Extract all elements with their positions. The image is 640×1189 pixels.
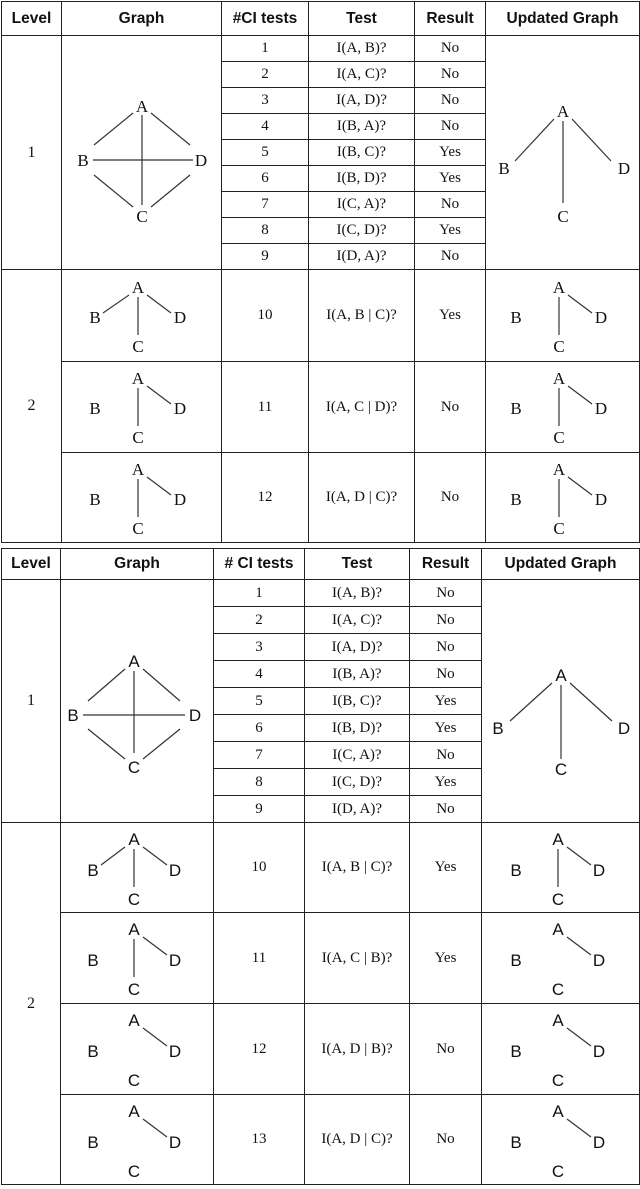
- updated-graph-diagram: [484, 621, 638, 781]
- updated-graph-cell: [482, 580, 640, 823]
- ci-test-number: 10: [222, 270, 309, 362]
- header-updated-graph: Updated Graph: [482, 549, 640, 580]
- header-level: Level: [2, 549, 61, 580]
- ci-test-number: 12: [222, 453, 309, 543]
- graph-cell: [61, 1004, 214, 1095]
- ci-test-number: 7: [222, 192, 309, 218]
- ci-test-result: Yes: [410, 715, 482, 742]
- node-a: A: [128, 1101, 140, 1121]
- ci-test-result: Yes: [415, 218, 486, 244]
- node-c: C: [131, 428, 144, 447]
- ci-test-result: No: [415, 362, 486, 453]
- node-a: A: [552, 277, 565, 297]
- graph-cell: [62, 36, 222, 270]
- level-label: 2: [2, 823, 61, 1185]
- node-a: A: [131, 369, 144, 388]
- table-row: [2, 270, 640, 362]
- ci-test-number: 6: [214, 715, 305, 742]
- node-a: A: [128, 1011, 140, 1030]
- table-row: [2, 362, 640, 453]
- node-b: B: [67, 706, 79, 725]
- node-b: B: [509, 1132, 522, 1152]
- node-b: B: [87, 860, 99, 880]
- header-level: Level: [2, 2, 62, 36]
- header-graph: Graph: [62, 2, 222, 36]
- level-label: 1: [2, 36, 62, 270]
- ci-test: I(A, B)?: [305, 580, 410, 607]
- node-c: C: [127, 758, 141, 777]
- ci-test: I(C, A)?: [309, 192, 415, 218]
- graph-cell: [61, 913, 214, 1004]
- graph-cell: [61, 580, 214, 823]
- graph-cell: [61, 1095, 214, 1185]
- level-label: 2: [2, 270, 62, 543]
- ci-test-result: No: [410, 796, 482, 823]
- updated-graph-cell: [486, 362, 640, 453]
- node-a: A: [552, 459, 565, 479]
- ci-test-number: 2: [214, 607, 305, 634]
- ci-test-number: 12: [214, 1004, 305, 1095]
- table-row: [2, 453, 640, 543]
- updated-graph-diagram: [488, 455, 638, 541]
- graph-diagram: [67, 273, 217, 359]
- header-graph: Graph: [61, 549, 214, 580]
- node-d: D: [194, 150, 207, 170]
- node-b: B: [509, 399, 522, 418]
- level-label: 1: [2, 580, 61, 823]
- node-a: A: [551, 829, 564, 849]
- ci-test: I(A, B | C)?: [309, 270, 415, 362]
- node-d: D: [592, 1132, 605, 1152]
- node-a: A: [556, 101, 569, 121]
- ci-test-number: 3: [214, 634, 305, 661]
- header-row: [2, 2, 640, 36]
- ci-test-result: No: [415, 114, 486, 140]
- ci-test-result: No: [410, 661, 482, 688]
- graph-diagram: [67, 455, 217, 541]
- node-a: A: [131, 459, 144, 479]
- node-a: A: [551, 920, 564, 939]
- node-c: C: [127, 980, 141, 999]
- updated-graph-diagram: [484, 915, 638, 1001]
- node-c: C: [127, 1161, 141, 1181]
- ci-test-result: Yes: [415, 270, 486, 362]
- node-b: B: [87, 1042, 99, 1061]
- ci-test: I(B, C)?: [309, 140, 415, 166]
- ci-test: I(C, A)?: [305, 742, 410, 769]
- ci-test-result: No: [410, 742, 482, 769]
- ci-test-result: Yes: [410, 688, 482, 715]
- ci-tests-table-1: [1, 1, 640, 543]
- updated-graph-cell: [486, 36, 640, 270]
- ci-test-result: No: [410, 634, 482, 661]
- node-b: B: [509, 489, 522, 509]
- ci-test: I(A, B)?: [309, 36, 415, 62]
- updated-graph-cell: [482, 823, 640, 913]
- node-d: D: [594, 489, 607, 509]
- node-a: A: [131, 277, 144, 297]
- node-b: B: [509, 951, 522, 970]
- complete-graph-diagram: [63, 621, 211, 781]
- ci-test: I(A, C)?: [305, 607, 410, 634]
- graph-cell: [62, 362, 222, 453]
- ci-test-number: 5: [214, 688, 305, 715]
- ci-test-result: Yes: [415, 166, 486, 192]
- ci-tests-table-2: [1, 548, 640, 1185]
- table-row: [2, 36, 640, 62]
- ci-test-number: 1: [222, 36, 309, 62]
- header-ci-tests: # CI tests: [214, 549, 305, 580]
- updated-graph-cell: [486, 453, 640, 543]
- node-b: B: [509, 860, 522, 880]
- graph-diagram: [63, 825, 211, 911]
- complete-graph-diagram: [67, 73, 217, 233]
- header-ci-tests: #CI tests: [222, 2, 309, 36]
- node-d: D: [168, 1132, 182, 1152]
- ci-test-number: 5: [222, 140, 309, 166]
- ci-test-number: 4: [214, 661, 305, 688]
- node-b: B: [491, 719, 504, 738]
- ci-test: I(A, D | C)?: [309, 453, 415, 543]
- node-a: A: [551, 1011, 564, 1030]
- graph-diagram: [63, 915, 211, 1001]
- node-c: C: [551, 1161, 564, 1181]
- node-a: A: [128, 920, 140, 939]
- graph-cell: [62, 453, 222, 543]
- ci-test-number: 8: [222, 218, 309, 244]
- ci-test-result: No: [410, 1004, 482, 1095]
- ci-test: I(C, D)?: [305, 769, 410, 796]
- ci-test: I(B, A)?: [309, 114, 415, 140]
- node-c: C: [552, 518, 565, 538]
- node-a: A: [552, 369, 565, 388]
- table-row: [2, 913, 640, 1004]
- node-d: D: [168, 1042, 182, 1061]
- ci-test-number: 11: [222, 362, 309, 453]
- updated-graph-diagram: [484, 1097, 638, 1183]
- table-row: [2, 1004, 640, 1095]
- updated-graph-diagram: [488, 73, 638, 233]
- ci-test: I(B, C)?: [305, 688, 410, 715]
- ci-test-number: 6: [222, 166, 309, 192]
- table-row: [2, 1095, 640, 1185]
- ci-test-number: 1: [214, 580, 305, 607]
- ci-test: I(A, D)?: [309, 88, 415, 114]
- ci-test: I(A, D | B)?: [305, 1004, 410, 1095]
- ci-test-number: 9: [214, 796, 305, 823]
- ci-test-result: No: [415, 62, 486, 88]
- node-c: C: [127, 889, 141, 909]
- ci-test: I(B, A)?: [305, 661, 410, 688]
- node-c: C: [551, 980, 564, 999]
- ci-test-result: No: [415, 244, 486, 270]
- node-c: C: [551, 889, 564, 909]
- node-c: C: [551, 1071, 564, 1090]
- updated-graph-diagram: [488, 273, 638, 359]
- ci-test-result: No: [410, 607, 482, 634]
- header-result: Result: [410, 549, 482, 580]
- node-d: D: [188, 706, 202, 725]
- updated-graph-diagram: [484, 1006, 638, 1092]
- ci-test-result: No: [415, 36, 486, 62]
- node-d: D: [594, 307, 607, 327]
- ci-test: I(D, A)?: [309, 244, 415, 270]
- node-b: B: [88, 489, 101, 509]
- ci-test: I(D, A)?: [305, 796, 410, 823]
- ci-test-number: 2: [222, 62, 309, 88]
- node-d: D: [592, 951, 605, 970]
- header-test: Test: [309, 2, 415, 36]
- table-row: [2, 580, 640, 607]
- node-d: D: [168, 860, 182, 880]
- ci-test: I(B, D)?: [309, 166, 415, 192]
- node-d: D: [594, 399, 607, 418]
- node-a: A: [128, 652, 140, 671]
- ci-test-result: No: [415, 192, 486, 218]
- ci-test: I(A, C | D)?: [309, 362, 415, 453]
- ci-test-result: No: [415, 88, 486, 114]
- updated-graph-cell: [482, 913, 640, 1004]
- node-c: C: [556, 206, 569, 226]
- graph-cell: [62, 270, 222, 362]
- ci-test: I(C, D)?: [309, 218, 415, 244]
- ci-test-number: 11: [214, 913, 305, 1004]
- header-test: Test: [305, 549, 410, 580]
- updated-graph-cell: [486, 270, 640, 362]
- node-b: B: [88, 307, 101, 327]
- node-a: A: [554, 666, 567, 685]
- node-a: A: [551, 1101, 564, 1121]
- graph-diagram: [67, 364, 217, 450]
- ci-test-number: 3: [222, 88, 309, 114]
- node-b: B: [497, 158, 510, 178]
- header-row: [2, 549, 640, 580]
- ci-test: I(A, C | B)?: [305, 913, 410, 1004]
- ci-test-number: 10: [214, 823, 305, 913]
- node-d: D: [592, 860, 605, 880]
- header-result: Result: [415, 2, 486, 36]
- node-d: D: [592, 1042, 605, 1061]
- ci-test-result: Yes: [410, 823, 482, 913]
- ci-test: I(A, B | C)?: [305, 823, 410, 913]
- node-a: A: [128, 829, 140, 849]
- table-row: [2, 823, 640, 913]
- ci-test: I(A, D)?: [305, 634, 410, 661]
- node-b: B: [509, 307, 522, 327]
- ci-test-result: Yes: [410, 913, 482, 1004]
- node-d: D: [617, 719, 630, 738]
- node-d: D: [168, 951, 182, 970]
- node-c: C: [131, 336, 144, 356]
- graph-diagram: [63, 1006, 211, 1092]
- ci-test-number: 4: [222, 114, 309, 140]
- node-d: D: [173, 489, 186, 509]
- ci-test: I(A, D | C)?: [305, 1095, 410, 1185]
- graph-diagram: [63, 1097, 211, 1183]
- ci-test-result: No: [410, 1095, 482, 1185]
- ci-test-number: 13: [214, 1095, 305, 1185]
- ci-test: I(B, D)?: [305, 715, 410, 742]
- node-c: C: [131, 518, 144, 538]
- node-c: C: [127, 1071, 141, 1090]
- node-b: B: [76, 150, 89, 170]
- node-b: B: [87, 951, 99, 970]
- node-b: B: [88, 399, 101, 418]
- graph-cell: [61, 823, 214, 913]
- ci-test-result: No: [410, 580, 482, 607]
- node-c: C: [554, 760, 567, 779]
- node-d: D: [173, 307, 186, 327]
- ci-test: I(A, C)?: [309, 62, 415, 88]
- node-d: D: [173, 399, 186, 418]
- ci-test-number: 7: [214, 742, 305, 769]
- ci-test-result: Yes: [410, 769, 482, 796]
- ci-test-number: 9: [222, 244, 309, 270]
- node-c: C: [135, 206, 148, 226]
- updated-graph-diagram: [488, 364, 638, 450]
- node-b: B: [509, 1042, 522, 1061]
- updated-graph-cell: [482, 1004, 640, 1095]
- updated-graph-diagram: [484, 825, 638, 911]
- node-d: D: [617, 158, 630, 178]
- node-c: C: [552, 428, 565, 447]
- header-updated-graph: Updated Graph: [486, 2, 640, 36]
- ci-test-result: No: [415, 453, 486, 543]
- node-b: B: [87, 1132, 99, 1152]
- node-c: C: [552, 336, 565, 356]
- updated-graph-cell: [482, 1095, 640, 1185]
- ci-test-result: Yes: [415, 140, 486, 166]
- node-a: A: [135, 96, 148, 116]
- ci-test-number: 8: [214, 769, 305, 796]
